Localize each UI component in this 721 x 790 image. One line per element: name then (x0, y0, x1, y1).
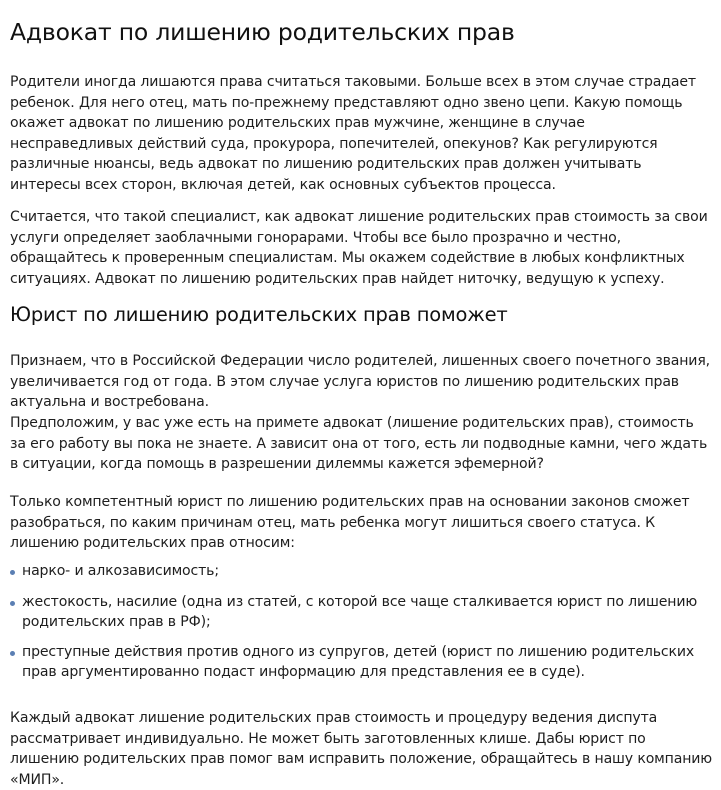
bullet-dot-icon (10, 570, 15, 575)
list-item-text: жестокость, насилие (одна из статей, с которой все чаще сталкивается юрист по лишению родительских прав в РФ); (22, 593, 698, 630)
page-title: Адвокат по лишению родительских прав (10, 18, 515, 46)
list-item (10, 592, 712, 633)
list-item-text: преступные действия против одного из супругов, детей (юрист по лишению родительских прав аргументированно подаст информацию для представления ее в суде). (22, 643, 695, 680)
list-item (10, 561, 712, 582)
section-paragraph-1a: Признаем, что в Российской Федерации число родителей, лишенных своего почетного звания, увеличивается год от года. В этом случае услуга юристов по лишению родительских прав актуальна и востребована. (10, 353, 710, 410)
list-item (10, 642, 712, 683)
section-paragraph-1b: Предположим, у вас уже есть на примете адвокат (лишение родительских прав), стоимость за его работу вы пока не знаете. А зависит она от того, есть ли подводные камни, чего ждать в ситуации, когда помощь в разрешении дилеммы кажется эфемерной? (10, 415, 708, 472)
section-heading: Юрист по лишению родительских прав поможет (10, 303, 508, 326)
bullet-dot-icon (10, 601, 15, 606)
bullet-dot-icon (10, 651, 15, 656)
section-paragraph-2: Только компетентный юрист по лишению родительских прав на основании законов сможет разобраться, по каким причинам отец, мать ребенка могут лишиться своего статуса. К лишению родительских прав относим: (10, 494, 690, 551)
intro-paragraph-1: Родители иногда лишаются права считаться таковыми. Больше всех в этом случае страдает ребенок. Для него отец, мать по-прежнему представляют одно звено цепи. Какую помощь окажет адвокат по лишению родительских прав мужчине, женщине в случае несправедливых действий суда, прокурора, попечителей, опекунов? Как регулируются различные нюансы, ведь адвокат по лишению родительских прав должен учитывать интересы всех сторон, включая детей, как основных субъектов процесса. (10, 74, 696, 193)
list-item-text: нарко- и алкозависимость; (22, 563, 219, 579)
bullet-list (10, 561, 712, 683)
intro-paragraph-2: Считается, что такой специалист, как адвокат лишение родительских прав стоимость за свои услуги определяет заоблачными гонорарами. Чтобы все было прозрачно и честно, обращайтесь к проверенным специалистам. Мы окажем содействие в любых конфликтных ситуациях. Адвокат по лишению родительских прав найдет ниточку, ведущую к успеху. (10, 209, 708, 287)
closing-paragraph: Каждый адвокат лишение родительских прав стоимость и процедуру ведения диспута рассматривает индивидуально. Не может быть заготовленных клише. Дабы юрист по лишению родительских прав помог вам исправить положение, обращайтесь в нашу компанию «МИП». (10, 710, 712, 788)
